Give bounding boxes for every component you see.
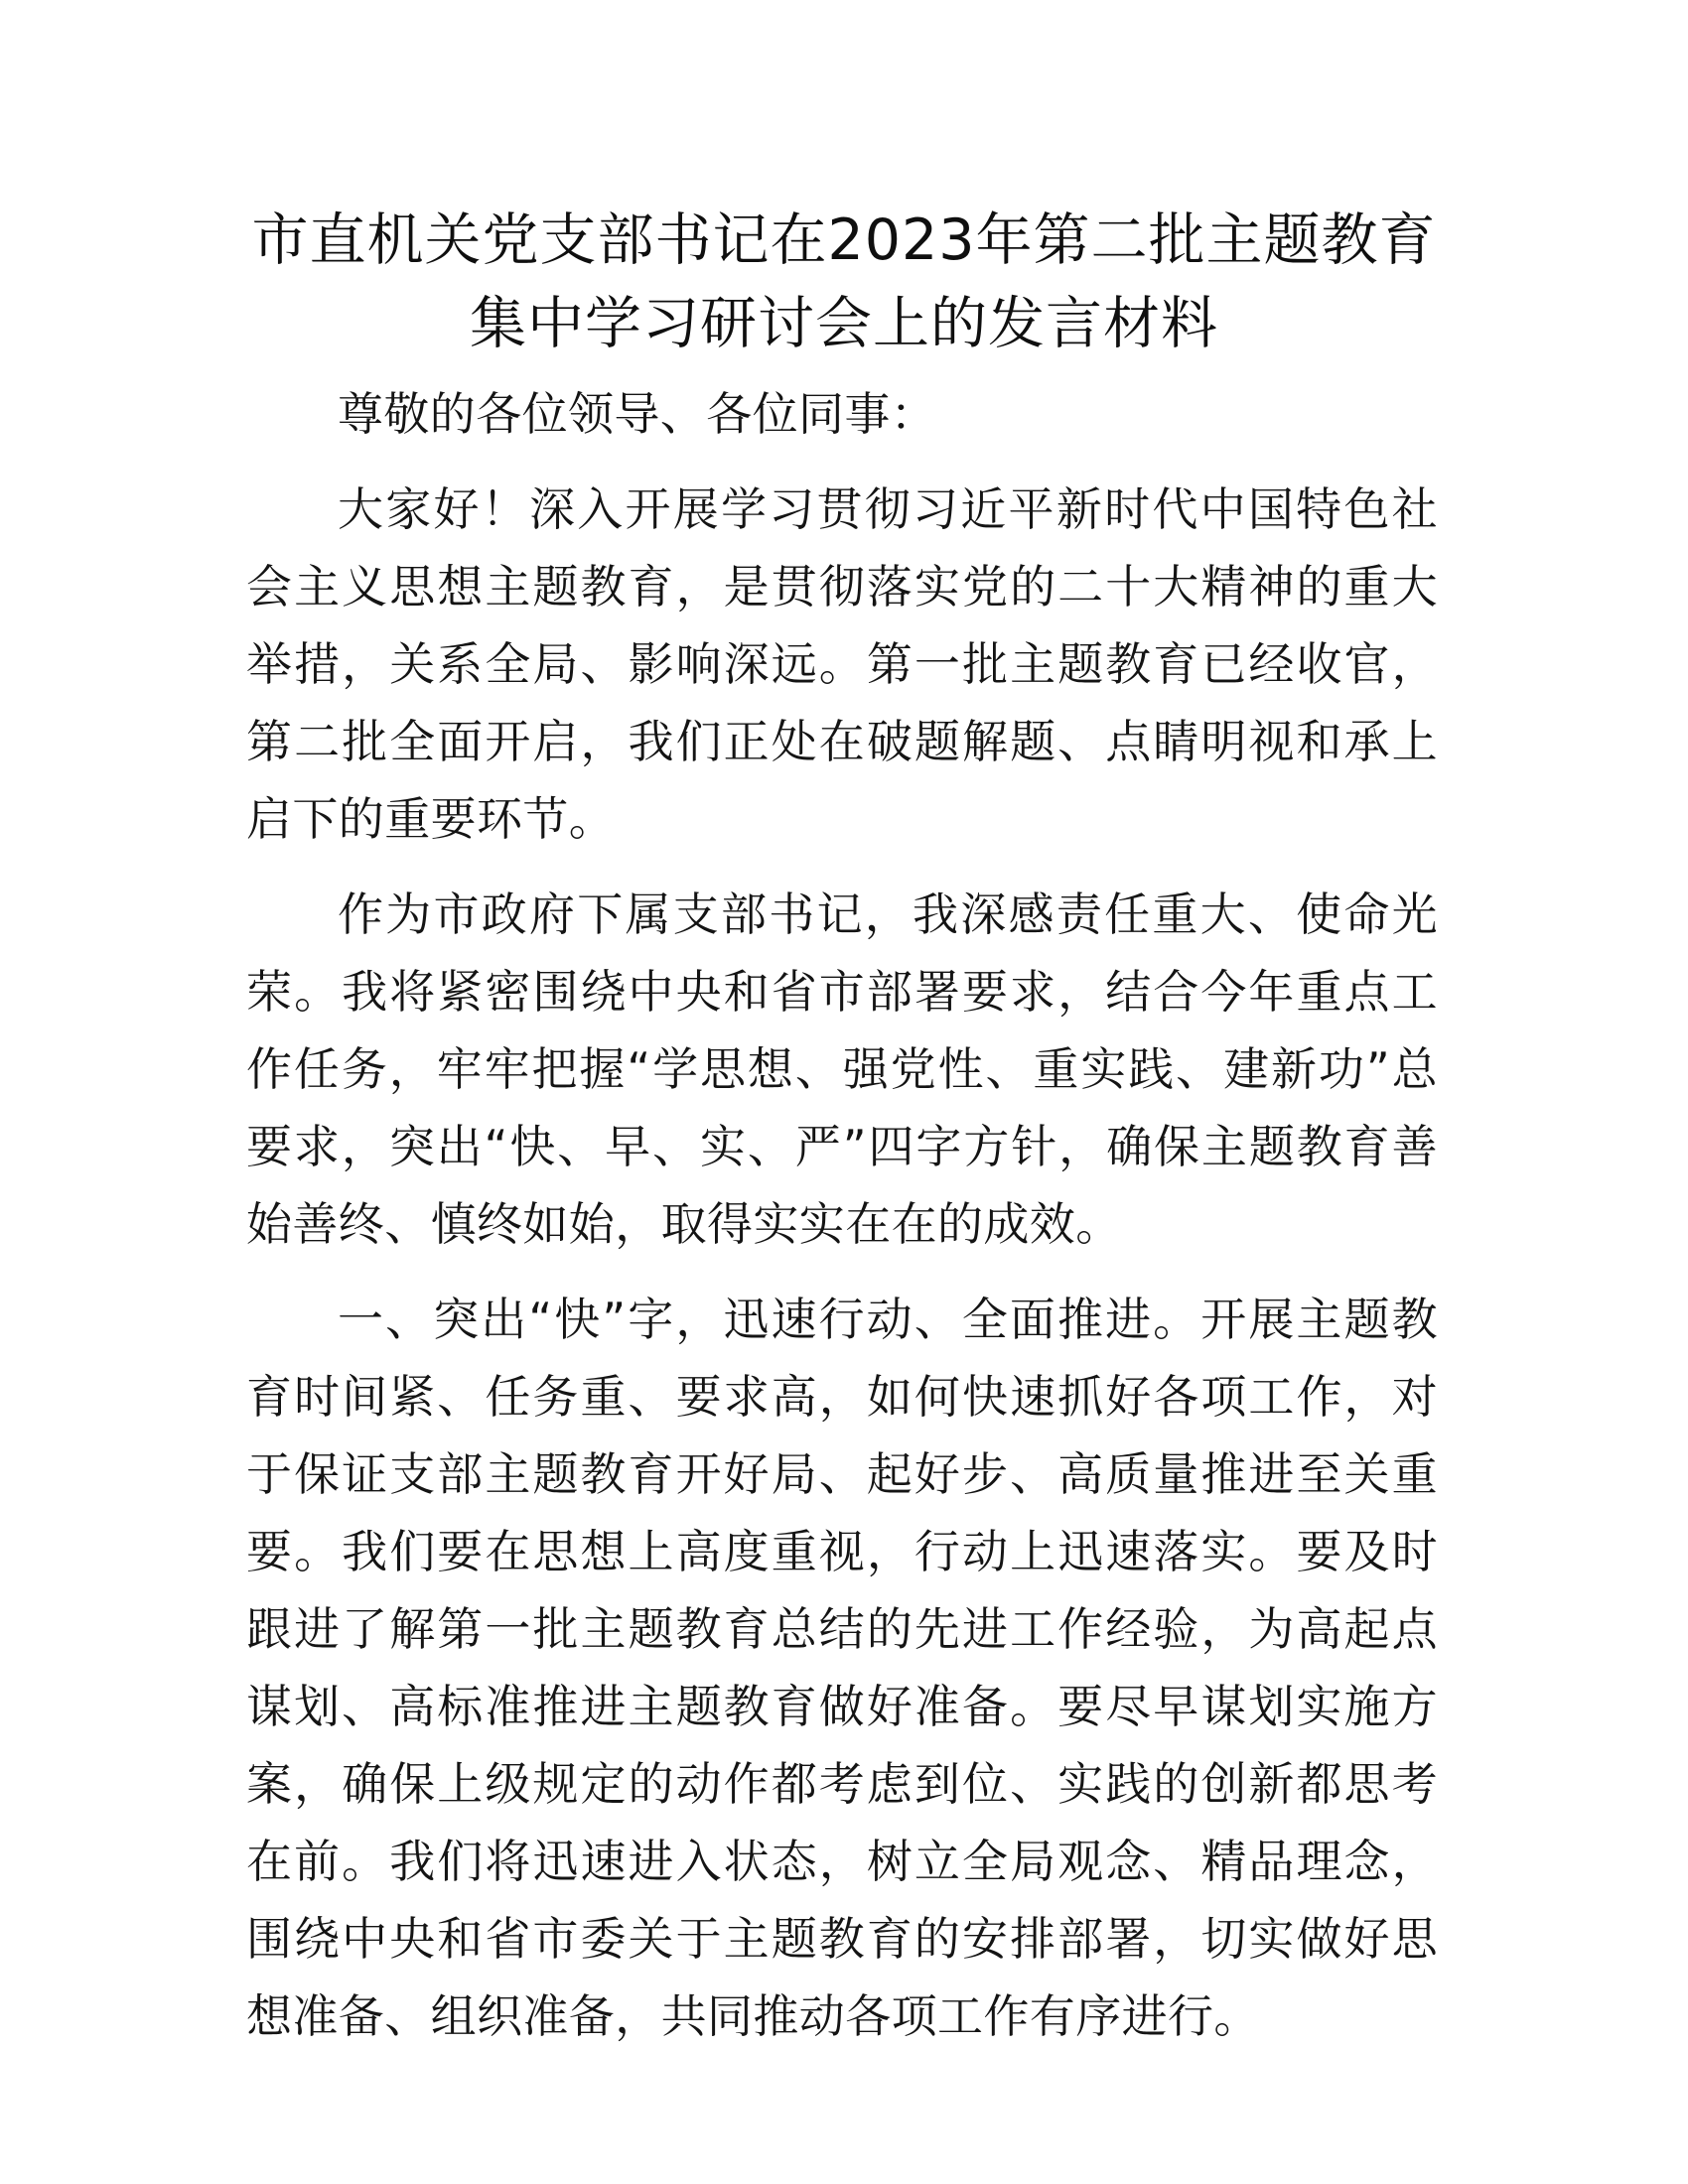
document-body: [246, 375, 1438, 2055]
title-line-1: 市直机关党支部书记在2023年第二批主题教育: [251, 207, 1437, 273]
paragraph-section-one: 一、突出“快”字，迅速行动、全面推进。开展主题教育时间紧、任务重、要求高，如何快速抓好各项工作，对于保证支部主题教育开好局、起好步、高质量推进至关重要。我们要在思想上高度重视，行动上迅速落实。要及时跟进了解第一批主题教育总结的先进工作经验，为高起点谋划、高标准推进主题教育做好准备。要尽早谋划实施方案，确保上级规定的动作都考虑到位、实践的创新都思考在前。我们将迅速进入状态，树立全局观念、精品理念，围绕中央和省市委关于主题教育的安排部署，切实做好思想准备、组织准备，共同推动各项工作有序进行。: [246, 1293, 1438, 2043]
salutation: 尊敬的各位领导、各位同事：: [338, 387, 937, 441]
document-title: [199, 199, 1489, 365]
paragraph-opening: 大家好！深入开展学习贯彻习近平新时代中国特色社会主义思想主题教育，是贯彻落实党的二十大精神的重大举措，关系全局、影响深远。第一批主题教育已经收官，第二批全面开启，我们正处在破题解题、点睛明视和承上启下的重要环节。: [246, 482, 1438, 846]
title-line-2: 集中学习研讨会上的发言材料: [470, 291, 1218, 356]
paragraph-commitment: 作为市政府下属支部书记，我深感责任重大、使命光荣。我将紧密围绕中央和省市部署要求，结合今年重点工作任务，牢牢把握“学思想、强党性、重实践、建新功”总要求，突出“快、早、实、严”四字方针，确保主题教育善始善终、慎终如始，取得实实在在的成效。: [246, 887, 1438, 1251]
